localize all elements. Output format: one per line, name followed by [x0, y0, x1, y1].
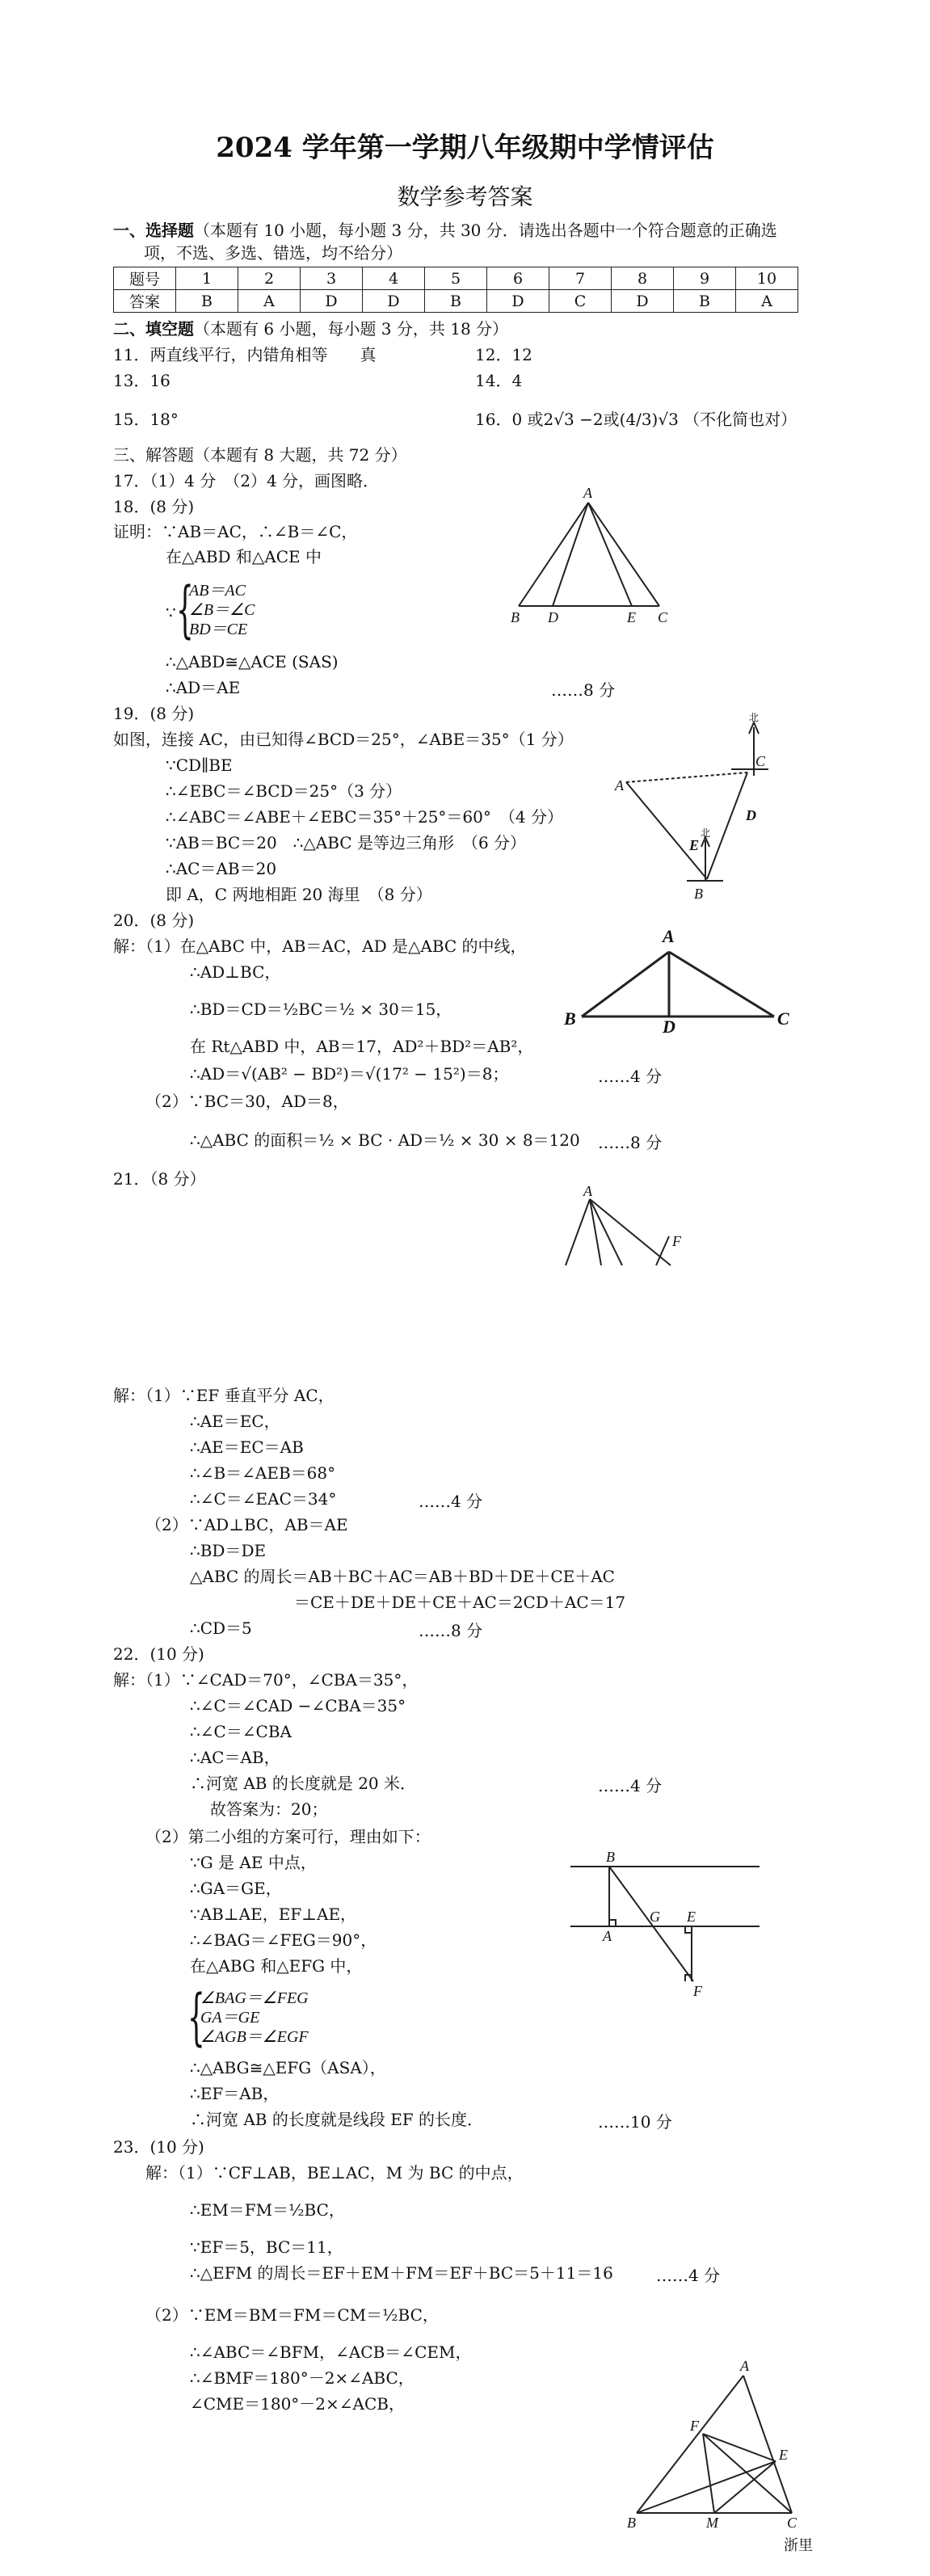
answer-q14: 14．4	[475, 371, 523, 390]
q22-line10: ∵AB⊥AE，EF⊥AE，	[190, 1905, 357, 1924]
q22-line5: ∴河宽 AB 的长度就是 20 米．	[190, 1774, 417, 1793]
q20-line7: ∴△ABC 的面积＝½ × BC · AD＝½ × 30 × 8＝120	[190, 1130, 580, 1150]
q21-score2: ……8 分	[419, 1621, 483, 1640]
table-header-label: 答案	[114, 290, 176, 313]
fig-label: G	[650, 1909, 660, 1925]
sec3-line	[113, 444, 407, 465]
q22-score1: ……4 分	[598, 1776, 663, 1795]
q23-line1: 解：（1）∵CF⊥AB，BE⊥AC，M 为 BC 的中点，	[145, 2163, 524, 2182]
q18-score: ……8 分	[551, 680, 616, 700]
q20-line4: 在 Rt△ABD 中，AB＝17，AD²＋BD²＝AB²，	[190, 1037, 534, 1056]
sec1-line1	[113, 220, 777, 241]
table-cell: B	[674, 290, 736, 313]
sec1-desc2: 项，不选、多选、错选，均不给分）	[144, 243, 402, 263]
q20-line5: ∴AD＝√(AB² − BD²)＝√(17² − 15²)＝8；	[190, 1064, 509, 1084]
fig-label: B	[694, 886, 703, 902]
watermark-mark: 浙里	[784, 2537, 813, 2554]
answer-q12: 12．12	[475, 345, 532, 364]
q22-line14: ∴EF＝AB，	[190, 2084, 280, 2103]
table-cell: 7	[549, 267, 612, 290]
q23-line6: ∴∠ABC＝∠BFM，∠ACB＝∠CEM，	[190, 2342, 472, 2362]
q21-line1: 解：（1）∵EF 垂直平分 AC，	[113, 1386, 335, 1405]
table-cell: 5	[425, 267, 487, 290]
answer-table-row	[114, 267, 798, 290]
fig-label: C	[658, 609, 668, 625]
q18-brace-prefix: ∵	[166, 603, 176, 622]
fig-label: E	[689, 837, 700, 853]
sec3-heading: 三、解答题	[113, 445, 194, 465]
fig-label: M	[706, 2515, 718, 2531]
q21-line6: （2）∵AD⊥BC，AB＝AE	[145, 1515, 348, 1534]
table-cell: D	[363, 290, 425, 313]
fig-label: A	[663, 926, 675, 946]
q23-line3: ∵EF＝5，BC＝11，	[190, 2237, 343, 2257]
q18-figure	[509, 485, 687, 630]
fig-label: 北	[701, 827, 711, 839]
q22-line1: 解：（1）∵∠CAD＝70°，∠CBA＝35°，	[113, 1670, 419, 1690]
fig-label: B	[627, 2515, 636, 2531]
q22-brace: {	[187, 1980, 205, 2052]
q20-line3: ∴BD＝CD＝½BC＝½ × 30＝15，	[190, 1000, 452, 1019]
q22-brace-2: GA＝GE	[200, 2009, 260, 2027]
q19-line1: 如图，连接 AC，由已知得∠BCD＝25°，∠ABE＝35°（1 分）	[113, 730, 574, 749]
answer-q15: 15．18°	[113, 410, 179, 429]
fig-line	[590, 1199, 671, 1265]
fig-line	[703, 2434, 714, 2513]
table-cell: D	[487, 290, 549, 313]
q23-title: 23．(10 分)	[113, 2137, 204, 2157]
sec3-desc: （本题有 8 大题，共 72 分）	[194, 445, 407, 465]
table-cell: A	[736, 290, 798, 313]
q20-score2: ……8 分	[598, 1133, 663, 1152]
q22-score2: ……10 分	[598, 2112, 672, 2132]
fig-label: C	[755, 753, 766, 769]
q22-line13: ∴△ABG≅△EFG（ASA），	[190, 2058, 386, 2077]
q23-line5: （2）∵EM＝BM＝FM＝CM＝½BC，	[145, 2305, 439, 2325]
q19-line7: 即 A，C 两地相距 20 海里 （8 分）	[166, 885, 432, 904]
fig-label: F	[693, 1983, 702, 1999]
q21-line5: ∴∠C＝∠EAC＝34°	[190, 1489, 337, 1509]
q22-line2: ∴∠C＝∠CAD −∠CBA＝35°	[190, 1696, 406, 1715]
fig-label: A	[740, 2358, 749, 2374]
q22-brace-3: ∠AGB＝∠EGF	[200, 2028, 309, 2046]
q23-line4: ∴△EFM 的周长＝EF＋EM＋FM＝EF＋BC＝5＋11＝16	[190, 2263, 613, 2283]
fig-label: D	[548, 609, 558, 625]
q20-score1: ……4 分	[598, 1067, 663, 1086]
fig-label: E	[627, 609, 636, 625]
q18-brace-1: AB＝AC	[189, 582, 246, 600]
fig-label: E	[687, 1909, 696, 1925]
q18-brace-3: BD＝CE	[189, 621, 248, 638]
page-subtitle: 数学参考答案	[397, 183, 533, 210]
q23-line2: ∴EM＝FM＝½BC，	[190, 2200, 345, 2220]
q22-brace-1: ∠BAG＝∠FEG	[200, 1989, 309, 2007]
fig-label: A	[603, 1928, 612, 1944]
q19-line4: ∴∠ABC＝∠ABE＋∠EBC＝35°＋25°＝60° （4 分）	[166, 807, 563, 827]
answer-table-row	[114, 290, 798, 313]
fig-label: A	[615, 777, 624, 793]
sec2-desc: （本题有 6 小题，每小题 3 分，共 18 分）	[194, 319, 509, 339]
table-cell: 2	[238, 267, 301, 290]
fig-label: C	[777, 1008, 789, 1029]
fig-line	[707, 772, 747, 879]
q21-score1: ……4 分	[419, 1492, 483, 1511]
sec1-desc1: （本题有 10 小题，每小题 3 分，共 30 分．请选出各题中一个符合题意的正确选	[194, 221, 777, 240]
q22-line11: ∴∠BAG＝∠FEG＝90°，	[190, 1930, 377, 1950]
fig-label: 北	[749, 712, 760, 723]
q20-line6: （2）∵BC＝30，AD＝8，	[145, 1092, 349, 1111]
answer-table	[113, 267, 798, 313]
q18-brace: {	[176, 573, 194, 645]
q21-line10: ∴CD＝5	[190, 1618, 252, 1638]
fig-line	[714, 2461, 776, 2513]
q18-line4: ∴AD＝AE	[166, 678, 241, 697]
q23-line7: ∴∠BMF＝180°－2×∠ABC，	[190, 2368, 415, 2388]
q22-line7: （2）第二小组的方案可行，理由如下：	[145, 1827, 431, 1846]
q19-title: 19．(8 分)	[113, 704, 195, 723]
table-cell: 9	[674, 267, 736, 290]
q22-line3: ∴∠C＝∠CBA	[190, 1722, 292, 1741]
fig-label: D	[663, 1017, 675, 1037]
fig-line	[669, 952, 774, 1017]
fig-label: B	[511, 609, 520, 625]
table-header-label: 题号	[114, 267, 176, 290]
fig-label: B	[564, 1008, 576, 1029]
q20-figure	[558, 921, 808, 1037]
q20-title: 20．(8 分)	[113, 911, 195, 930]
q21-line3: ∴AE＝EC＝AB	[190, 1437, 304, 1457]
answer-q16: 16．0 或2√3 −2或(4/3)√3 （不化简也对）	[475, 410, 797, 429]
fig-label: F	[672, 1233, 681, 1249]
fig-line	[626, 782, 707, 879]
q22-line8: ∵G 是 AE 中点，	[190, 1853, 317, 1872]
table-cell: 3	[301, 267, 363, 290]
q18-title: 18．(8 分)	[113, 497, 195, 516]
q23-figure	[622, 2359, 824, 2529]
q18-line3: ∴△ABD≅△ACE (SAS)	[166, 652, 339, 671]
q18-brace-2: ∠B＝∠C	[189, 601, 255, 619]
fig-dashed-line	[626, 772, 747, 782]
table-cell: C	[549, 290, 612, 313]
table-cell: B	[176, 290, 238, 313]
q22-line15: ∴河宽 AB 的长度就是线段 EF 的长度．	[190, 2110, 484, 2129]
q22-line12: 在△ABG 和△EFG 中，	[190, 1956, 363, 1976]
q19-line2: ∵CD∥BE	[166, 756, 233, 775]
fig-line	[582, 952, 669, 1017]
q18-line1: 证明：∵AB＝AC，∴∠B＝∠C，	[113, 522, 358, 541]
table-cell: D	[301, 290, 363, 313]
q20-line2: ∴AD⊥BC，	[190, 962, 281, 982]
q21-line9: ＝CE＋DE＋DE＋CE＋AC＝2CD＋AC＝17	[294, 1593, 626, 1612]
q21-title: 21．（8 分）	[113, 1169, 206, 1189]
fig-line	[588, 503, 659, 606]
q19-line3: ∴∠EBC＝∠BCD＝25°（3 分）	[166, 781, 402, 801]
q20-line1: 解：（1）在△ABC 中，AB＝AC，AD 是△ABC 的中线，	[113, 937, 527, 956]
sec1-heading: 一、选择题	[113, 221, 194, 240]
table-cell: 4	[363, 267, 425, 290]
table-cell: 10	[736, 267, 798, 290]
fig-label: E	[779, 2447, 788, 2463]
table-cell: B	[425, 290, 487, 313]
fig-line	[656, 1236, 669, 1265]
q21-line8: △ABC 的周长＝AB＋BC＋AC＝AB＋BD＋DE＋CE＋AC	[190, 1567, 615, 1586]
q23-line8: ∠CME＝180°－2×∠ACB，	[190, 2394, 405, 2414]
q22-title: 22．(10 分)	[113, 1644, 204, 1664]
fig-line	[519, 503, 588, 606]
q22-line4: ∴AC＝AB，	[190, 1748, 280, 1767]
fig-label: B	[606, 1849, 615, 1865]
q21-line7: ∴BD＝DE	[190, 1541, 267, 1560]
sec2-heading: 二、填空题	[113, 319, 194, 339]
q22-line6: 故答案为：20；	[210, 1799, 328, 1819]
q21-line4: ∴∠B＝∠AEB＝68°	[190, 1463, 336, 1483]
table-cell: 8	[612, 267, 674, 290]
fig-label: F	[690, 2418, 699, 2434]
fig-line	[588, 503, 632, 606]
sec2-line	[113, 318, 508, 339]
table-cell: 1	[176, 267, 238, 290]
fig-line	[553, 503, 588, 606]
table-cell: A	[238, 290, 301, 313]
q19-line5: ∵AB＝BC＝20 ∴△ABC 是等边三角形 （6 分）	[166, 833, 527, 852]
fig-label: C	[787, 2515, 797, 2531]
q19-figure	[610, 711, 772, 913]
page-title: 2024 学年第一学期八年级期中学情评估	[216, 132, 714, 164]
answer-q17: 17．（1）4 分 （2）4 分，画图略．	[113, 471, 380, 490]
fig-label: A	[583, 1183, 592, 1199]
q19-line6: ∴AC＝AB＝20	[166, 859, 277, 878]
answer-q13: 13．16	[113, 371, 170, 390]
answer-q11: 11．两直线平行，内错角相等 真	[113, 345, 377, 364]
fig-label: A	[583, 485, 592, 501]
table-cell: D	[612, 290, 674, 313]
table-cell: 6	[487, 267, 549, 290]
q21-figure	[558, 1183, 703, 1269]
q22-line9: ∴GA＝GE，	[190, 1879, 282, 1898]
q18-line2: 在△ABD 和△ACE 中	[166, 547, 322, 566]
q21-line2: ∴AE＝EC，	[190, 1412, 280, 1431]
q23-score1: ……4 分	[656, 2266, 721, 2285]
fig-line	[566, 1199, 590, 1265]
fig-label: D	[746, 807, 756, 823]
q22-figure	[566, 1842, 768, 2004]
right-angle-mark	[685, 1926, 692, 1933]
right-angle-mark	[609, 1920, 616, 1926]
